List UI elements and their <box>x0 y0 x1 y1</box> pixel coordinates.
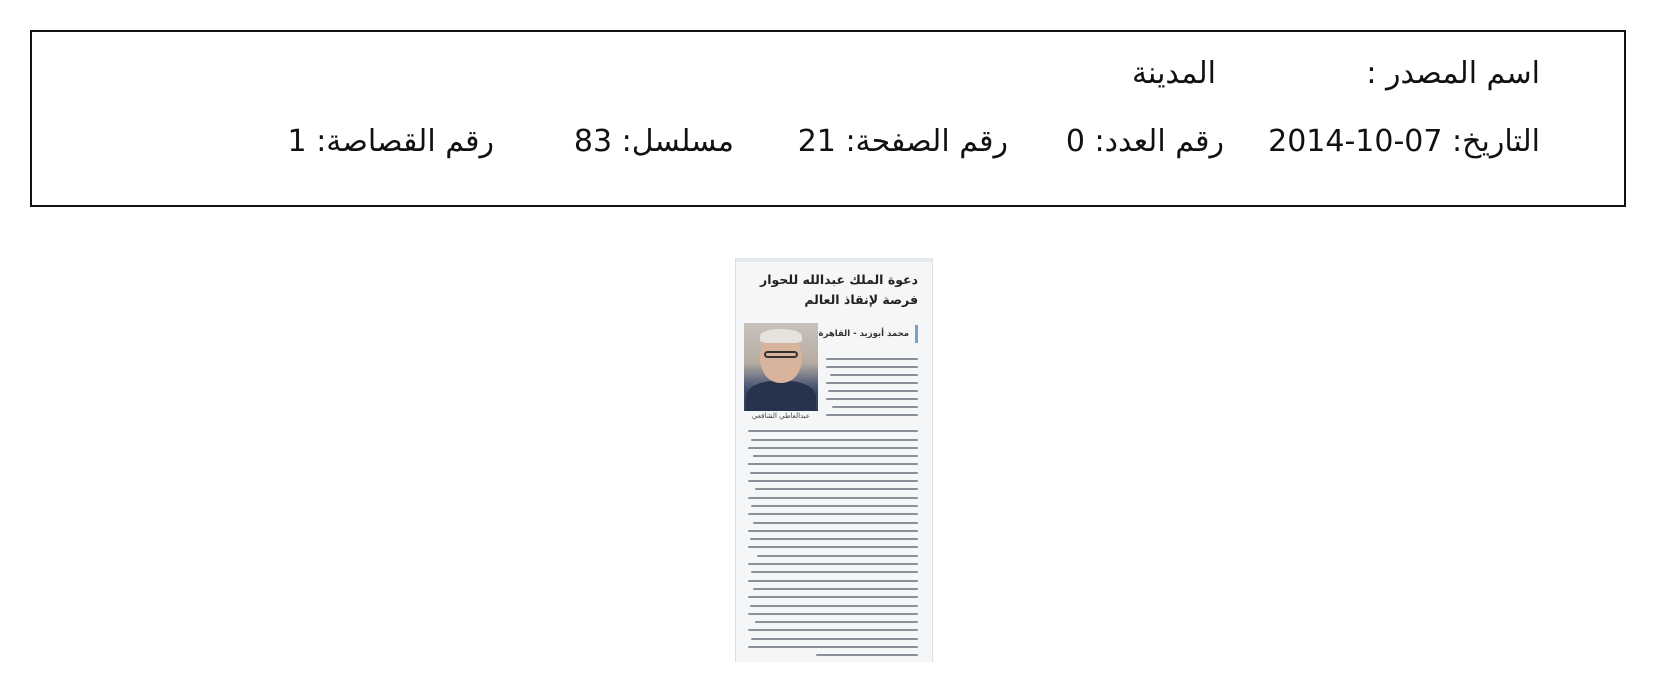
clip-top-strip <box>736 258 932 262</box>
text-line <box>751 638 918 640</box>
issue-label: رقم العدد: <box>1094 124 1224 159</box>
text-line <box>750 605 918 607</box>
text-line <box>751 505 918 507</box>
text-line <box>748 513 918 515</box>
article-title <box>744 270 918 310</box>
text-line <box>750 472 918 474</box>
serial-field <box>574 124 734 159</box>
portrait-photo <box>744 323 818 411</box>
date-field <box>1268 124 1540 159</box>
photo-caption: عبدالعاطي الشافعي <box>751 412 811 420</box>
source-label: اسم المصدر : <box>1366 56 1540 91</box>
page-label: رقم الصفحة: <box>845 124 1008 159</box>
newspaper-clipping <box>735 258 933 662</box>
page-field <box>798 124 1008 159</box>
page-value: 21 <box>797 124 836 159</box>
text-line <box>753 522 918 524</box>
text-line <box>748 546 918 548</box>
issue-value: 0 <box>1065 124 1085 159</box>
clip-number-field <box>288 124 494 159</box>
text-line <box>830 374 918 376</box>
article-title-line1: دعوة الملك عبدالله للحوار <box>760 272 918 287</box>
date-value: 2014-10-07 <box>1268 124 1443 159</box>
text-line <box>748 497 918 499</box>
text-line <box>751 439 918 441</box>
text-line <box>750 538 918 540</box>
text-line <box>828 390 918 392</box>
text-line <box>748 646 918 648</box>
text-line <box>755 621 918 623</box>
text-line <box>748 613 918 615</box>
text-line <box>751 571 918 573</box>
text-line <box>757 555 919 557</box>
text-line <box>748 629 918 631</box>
text-line <box>826 366 918 368</box>
text-line <box>753 455 918 457</box>
text-line <box>748 447 918 449</box>
text-line <box>748 480 918 482</box>
serial-value: 83 <box>573 124 613 159</box>
text-line <box>826 414 918 416</box>
article-body-wide-column <box>748 424 918 662</box>
clip-number-value: 1 <box>287 124 307 159</box>
text-line <box>755 488 918 490</box>
issue-field <box>1066 124 1224 159</box>
source-value: المدينة <box>1131 56 1216 91</box>
date-label: التاريخ: <box>1452 124 1540 159</box>
text-line <box>826 358 918 360</box>
clip-number-label: رقم القصاصة: <box>316 124 494 159</box>
article-body-narrow-column <box>826 352 918 416</box>
text-line <box>816 654 918 656</box>
article-byline: محمد أبوزيد - القاهرة <box>819 325 918 343</box>
photo-hair-shape <box>760 329 802 343</box>
photo-suit-shape <box>746 381 816 411</box>
text-line <box>748 530 918 532</box>
photo-glasses-shape <box>764 351 798 358</box>
text-line <box>826 382 918 384</box>
text-line <box>748 430 918 432</box>
article-title-line2: فرصة لإنقاذ العالم <box>804 292 918 307</box>
text-line <box>748 580 918 582</box>
text-line <box>748 563 918 565</box>
text-line <box>753 588 918 590</box>
metadata-header-box <box>30 30 1626 207</box>
text-line <box>832 406 918 408</box>
text-line <box>826 398 918 400</box>
serial-label: مسلسل: <box>621 124 734 159</box>
text-line <box>748 596 918 598</box>
text-line <box>748 463 918 465</box>
